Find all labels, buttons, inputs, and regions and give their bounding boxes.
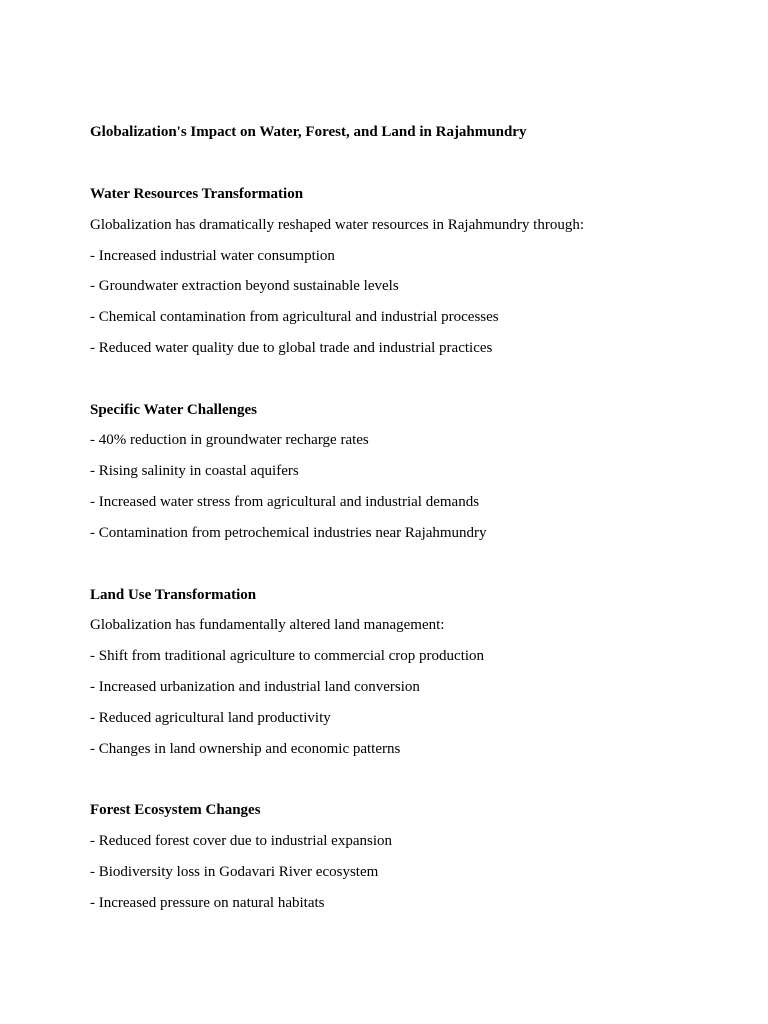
list-item: - Increased industrial water consumption: [90, 248, 335, 264]
list-item: - Rising salinity in coastal aquifers: [90, 463, 299, 479]
list-item: - 40% reduction in groundwater recharge rates: [90, 432, 369, 448]
list-item: - Reduced forest cover due to industrial expansion: [90, 833, 392, 849]
list-item: - Chemical contamination from agricultural and industrial processes: [90, 309, 499, 325]
list-item: - Changes in land ownership and economic patterns: [90, 741, 401, 757]
section-heading-water-challenges: Specific Water Challenges: [90, 402, 257, 418]
document-title: Globalization's Impact on Water, Forest, and Land in Rajahmundry: [90, 124, 527, 140]
list-item: - Increased urbanization and industrial land conversion: [90, 679, 420, 695]
list-item: - Contamination from petrochemical industries near Rajahmundry: [90, 525, 487, 541]
list-item: - Groundwater extraction beyond sustainable levels: [90, 278, 399, 294]
section-heading-water-resources: Water Resources Transformation: [90, 186, 304, 202]
section-heading-land-use: Land Use Transformation: [90, 587, 257, 603]
list-item: - Reduced agricultural land productivity: [90, 710, 331, 726]
list-item: - Increased pressure on natural habitats: [90, 895, 325, 911]
section-intro-land-use: Globalization has fundamentally altered land management:: [90, 617, 445, 633]
section-heading-forest: Forest Ecosystem Changes: [90, 802, 261, 818]
list-item: - Increased water stress from agricultural and industrial demands: [90, 494, 480, 510]
section-intro-water-resources: Globalization has dramatically reshaped water resources in Rajahmundry through:: [90, 217, 585, 233]
list-item: - Shift from traditional agriculture to commercial crop production: [90, 648, 485, 664]
list-item: - Biodiversity loss in Godavari River ecosystem: [90, 864, 379, 880]
list-item: - Reduced water quality due to global trade and industrial practices: [90, 340, 493, 356]
